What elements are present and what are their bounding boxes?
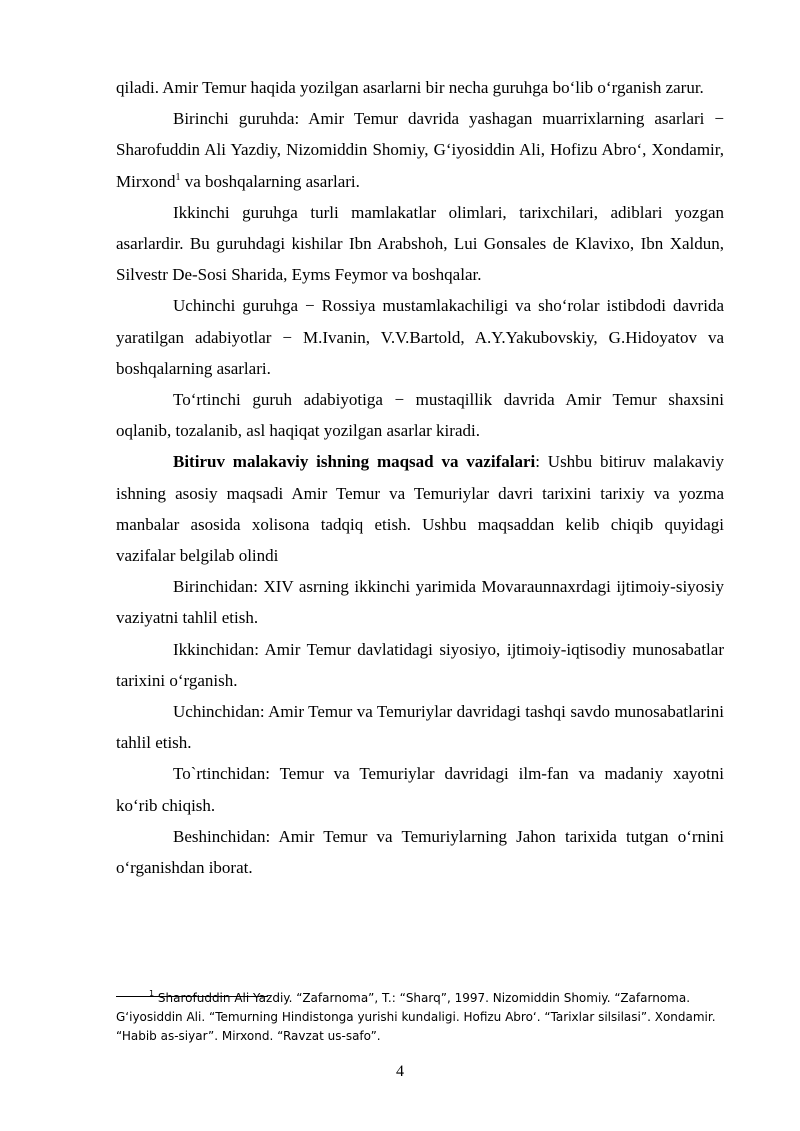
page-number: 4	[396, 1063, 404, 1080]
paragraph-7: Birinchidan: XIV asrning ikkinchi yarimida Movaraunnaxrdagi ijtimoiy-siyosiy vaziyatni tahlil etish.	[116, 577, 724, 628]
footnote-text: Sharofuddin Ali Yazdiy. “Zafarnoma”, T.: “Sharq”, 1997. Nizomiddin Shomiy. “Zafarnoma. G‘iyosiddin Ali. “Temurning Hindistonga yurishi kundaligi. Hofizu Abro‘. “Tarixlar silsilasi”. Xondamir. “Habib as-siyar”. Mirxond. “Ravzat us-safo”.	[116, 991, 716, 1043]
paragraph-5: To‘rtinchi guruh adabiyotiga − mustaqillik davrida Amir Temur shaxsini oqlanib, tozalanib, asl haqiqat yozilgan asarlar kiradi.	[116, 390, 724, 441]
paragraph-4: Uchinchi guruhga − Rossiya mustamlakachiligi va sho‘rolar istibdodi davrida yaratilgan adabiyotlar − M.Ivanin, V.V.Bartold, A.Y.Yakubovskiy, G.Hidoyatov va boshqalarning asarlari.	[116, 296, 724, 378]
paragraph-1: qiladi. Amir Temur haqida yozilgan asarlarni bir necha guruhga bo‘lib o‘rganish zarur.	[116, 78, 704, 97]
paragraph-6	[116, 446, 724, 571]
main-text	[116, 72, 724, 883]
footnote-number: 1	[149, 989, 155, 998]
section-heading: Bitiruv malakaviy ishning maqsad va vazifalari	[173, 452, 536, 472]
paragraph-11: Beshinchidan: Amir Temur va Temuriylarning Jahon tarixida tutgan o‘rnini o‘rganishdan iborat.	[116, 826, 724, 878]
paragraph-10: To`rtinchidan: Temur va Temuriylar davridagi ilm-fan va madaniy xayotni ko‘rib chiqish.	[116, 764, 724, 815]
paragraph-2-text: Birinchi guruhda: Amir Temur davrida yashagan muarrixlarning asarlari − Sharofuddin Ali Yazdiy, Nizomiddin Shomiy, G‘iyosiddin Ali, Hofizu Abro‘, Xondamir, Mirxond	[116, 109, 724, 191]
paragraph-9: Uchinchidan: Amir Temur va Temuriylar davridagi tashqi savdo munosabatlarini tahlil etish.	[116, 702, 724, 753]
paragraph-6-text: : Ushbu bitiruv malakaviy ishning asosiy maqsadi Amir Temur va Temuriylar davri tarixini tarixiy va yozma manbalar asosida xolisona tadqiq etish. Ushbu maqsaddan kelib chiqib quyidagi vazifalar belgilab olindi	[116, 452, 724, 566]
footnote	[116, 989, 724, 1046]
paragraph-3: Ikkinchi guruhga turli mamlakatlar olimlari, tarixchilari, adiblari yozgan asarlardir. Bu guruhdagi kishilar Ibn Arabshoh, Lui Gonsales de Klavixo, Ibn Xaldun, Silvestr De-Sosi Sharida, Eyms Feymor va boshqalar.	[116, 202, 724, 285]
paragraph-8: Ikkinchidan: Amir Temur davlatidagi siyosiyo, ijtimoiy-iqtisodiy munosabatlar tarixini o‘rganish.	[116, 639, 724, 690]
footnote-reference: 1	[175, 171, 181, 183]
paragraph-2-tail: va boshqalarning asarlari.	[180, 171, 360, 191]
paragraph-2	[116, 103, 724, 197]
